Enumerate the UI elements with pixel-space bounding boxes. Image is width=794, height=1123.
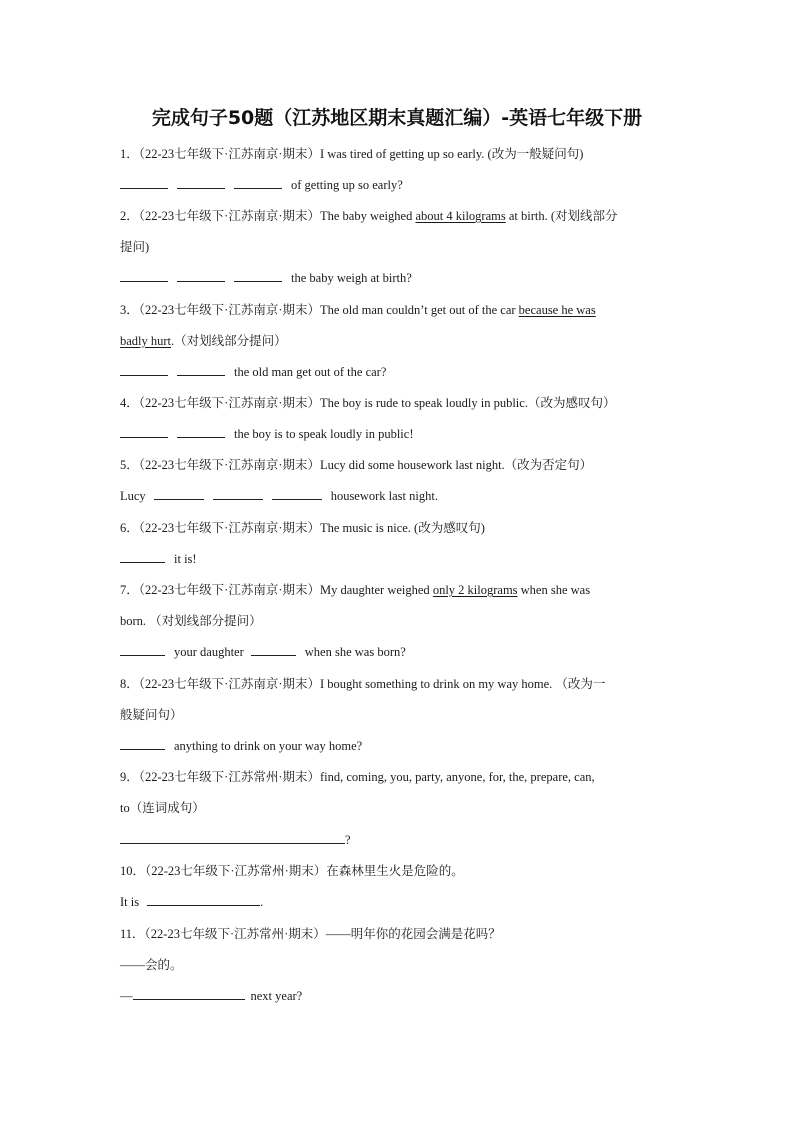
question-3-prompt-cont <box>120 333 287 349</box>
answer-blank[interactable] <box>120 644 165 656</box>
answer-text: the baby weigh at birth? <box>291 271 412 285</box>
question-3-answer-line <box>120 364 386 380</box>
answer-blank[interactable] <box>120 551 165 563</box>
answer-blank[interactable] <box>177 270 225 282</box>
question-9-prompt: 9．（22-23七年级下·江苏常州·期末）find, coming, you, party, anyone, for, the, prepare, can, <box>120 770 595 784</box>
question-7-answer-line <box>120 644 406 660</box>
answer-blank[interactable] <box>133 988 245 1000</box>
question-4-prompt: 4．（22-23七年级下·江苏南京·期末）The boy is rude to speak loudly in public.（改为感叹句） <box>120 396 616 410</box>
answer-blank[interactable] <box>120 832 345 844</box>
answer-blank[interactable] <box>272 488 322 500</box>
answer-blank[interactable] <box>120 270 168 282</box>
question-2-answer-line <box>120 270 412 286</box>
answer-text: . <box>260 895 264 909</box>
answer-prefix: Lucy <box>120 489 146 503</box>
answer-text: anything to drink on your way home? <box>174 739 363 753</box>
question-11-answer-line <box>120 988 302 1004</box>
answer-blank[interactable] <box>251 644 296 656</box>
answer-blank[interactable] <box>147 894 260 906</box>
question-7-prompt <box>120 582 590 598</box>
question-5-prompt: 5．（22-23七年级下·江苏南京·期末）Lucy did some housework last night.（改为否定句） <box>120 458 593 472</box>
answer-prefix: — <box>120 989 133 1003</box>
question-9-prompt-cont: to（连词成句） <box>120 801 205 815</box>
question-6-answer-line <box>120 551 197 567</box>
question-3-prompt <box>120 302 596 318</box>
question-7-prompt-cont: born. （对划线部分提问） <box>120 614 262 628</box>
answer-blank[interactable] <box>120 426 168 438</box>
answer-text: ? <box>345 833 351 847</box>
question-2-prompt <box>120 208 618 224</box>
answer-text: of getting up so early? <box>291 178 403 192</box>
question-2-prompt-cont: 提问) <box>120 240 150 254</box>
question-10-answer-line <box>120 894 263 910</box>
question-5-answer-line <box>120 488 438 504</box>
answer-text: next year? <box>250 989 303 1003</box>
question-1-prompt: 1．（22-23七年级下·江苏南京·期末）I was tired of getting up so early. (改为一般疑问句) <box>120 147 584 161</box>
prompt-text: 7．（22-23七年级下·江苏南京·期末）My daughter weighed <box>120 583 433 597</box>
answer-text: housework last night. <box>330 489 438 503</box>
answer-blank[interactable] <box>213 488 263 500</box>
underlined-phrase: only 2 kilograms <box>432 583 518 597</box>
answer-blank[interactable] <box>177 177 225 189</box>
question-1-answer-line <box>120 177 403 193</box>
answer-blank[interactable] <box>154 488 204 500</box>
question-9-answer-line <box>120 832 351 848</box>
page-title: 完成句子50题（江苏地区期末真题汇编）-英语七年级下册 <box>151 107 643 129</box>
prompt-text: when she was <box>517 583 591 597</box>
answer-blank[interactable] <box>177 426 225 438</box>
prompt-text: 2．（22-23七年级下·江苏南京·期末）The baby weighed <box>120 209 416 223</box>
question-10-prompt: 10．（22-23七年级下·江苏常州·期末）在森林里生火是危险的。 <box>120 864 464 878</box>
prompt-text: 3．（22-23七年级下·江苏南京·期末）The old man couldn’t get out of the car <box>120 303 519 317</box>
question-6-prompt: 6．（22-23七年级下·江苏南京·期末）The music is nice. (改为感叹句) <box>120 521 485 535</box>
answer-blank[interactable] <box>120 177 168 189</box>
question-11-prompt: 11．（22-23七年级下·江苏常州·期末）——明年你的花园会满是花吗？ <box>120 927 501 941</box>
answer-text: the boy is to speak loudly in public! <box>234 427 414 441</box>
answer-prefix: It is <box>120 895 140 909</box>
question-4-answer-line <box>120 426 414 442</box>
answer-blank[interactable] <box>177 364 225 376</box>
underlined-phrase: about 4 kilograms <box>415 209 506 223</box>
question-11-prompt-cont: ——会的。 <box>120 958 183 972</box>
answer-text: your daughter <box>174 645 244 659</box>
answer-blank[interactable] <box>234 270 282 282</box>
prompt-text: .（对划线部分提问） <box>171 334 287 348</box>
underlined-phrase: because he was <box>518 303 596 317</box>
answer-blank[interactable] <box>120 364 168 376</box>
underlined-phrase: badly hurt <box>120 334 172 348</box>
answer-text: the old man get out of the car? <box>234 365 387 379</box>
question-8-prompt: 8．（22-23七年级下·江苏南京·期末）I bought something to drink on my way home. （改为一 <box>120 677 606 691</box>
prompt-text: at birth. (对划线部分 <box>505 209 618 223</box>
answer-text: when she was born? <box>304 645 406 659</box>
question-8-prompt-cont: 般疑问句） <box>120 708 183 722</box>
answer-blank[interactable] <box>120 738 165 750</box>
answer-text: it is! <box>174 552 197 566</box>
question-8-answer-line <box>120 738 362 754</box>
answer-blank[interactable] <box>234 177 282 189</box>
